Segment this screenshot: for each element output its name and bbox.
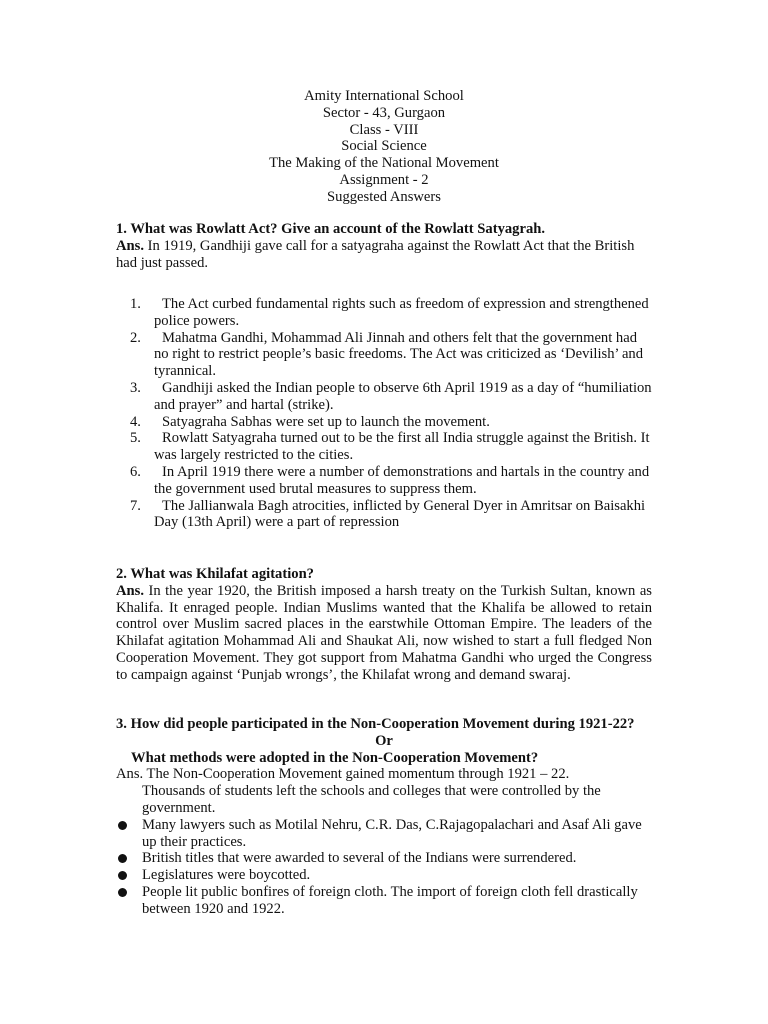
item-text: People lit public bonfires of foreign cloth. The import of foreign cloth fell drastically between 1920 and 1922. — [142, 883, 638, 917]
question-3-section — [116, 716, 652, 918]
class-label: Class - VIII — [349, 121, 419, 138]
assignment-label: Assignment - 2 — [339, 171, 429, 188]
bullet-icon — [118, 854, 127, 863]
item-text: In April 1919 there were a number of demonstrations and hartals in the country and the government used brutal measures to suppress them. — [154, 463, 650, 497]
list-item — [116, 296, 652, 330]
answer-1-text: In 1919, Gandhiji gave call for a satyagraha against the Rowlatt Act that the British had just passed. — [116, 237, 635, 271]
question-1: 1. What was Rowlatt Act? Give an account of the Rowlatt Satyagrah. — [116, 221, 546, 237]
answer-1 — [116, 238, 652, 272]
item-number: 4. — [130, 413, 141, 430]
methods-list — [116, 817, 652, 918]
list-item — [116, 464, 652, 498]
document-header — [0, 88, 768, 206]
school-name: Amity International School — [304, 88, 464, 104]
answer-label: Ans. — [116, 582, 144, 599]
list-item — [116, 430, 652, 464]
item-number: 7. — [130, 497, 141, 514]
rowlatt-points — [116, 296, 652, 531]
answer-2-text: In the year 1920, the British imposed a harsh treaty on the Turkish Sultan, known as Khalifa. It enraged people. Indian Muslims wanted that the Khalifa be allowed to retain control over Muslim sacred places in the earstwhile Ottoman Empire. The leaders of the Khilafat agitation Mohammad Ali and Shaukat Ali, now wished to start a full fledged Non Cooperation Movement. They got support from Mahatma Gandhi who urged the Congress to campaign against ‘Punjab wrongs’, the Khilafat wrong and demand swaraj. — [116, 582, 652, 683]
item-text: Gandhiji asked the Indian people to observe 6th April 1919 as a day of “humiliation and prayer” and hartal (strike). — [154, 379, 652, 413]
list-item — [116, 498, 652, 532]
school-address: Sector - 43, Gurgaon — [322, 104, 446, 121]
item-text: Many lawyers such as Motilal Nehru, C.R. Das, C.Rajagopalachari and Asaf Ali gave up their practices. — [142, 816, 642, 850]
item-text: British titles that were awarded to several of the Indians were surrendered. — [142, 850, 577, 867]
item-text: Rowlatt Satyagraha turned out to be the first all India struggle against the British. It was largely restricted to the cities. — [154, 430, 650, 464]
item-number: 1. — [130, 296, 141, 312]
list-item — [116, 850, 652, 867]
item-text: Mahatma Gandhi, Mohammad Ali Jinnah and others felt that the government had no right to restrict people’s basic freedoms. The Act was criticized as ‘Devilish’ and tyrannical. — [154, 329, 644, 380]
item-text: The Jallianwala Bagh atrocities, inflicted by General Dyer in Amritsar on Baisakhi Day (13th April) were a part of repression — [154, 497, 646, 531]
question-2-section — [116, 566, 652, 684]
answer-2 — [116, 583, 652, 684]
bullet-icon — [118, 888, 127, 897]
question-3: 3. How did people participated in the Non-Cooperation Movement during 1921-22? — [116, 716, 635, 732]
subject-label: Social Science — [341, 138, 427, 155]
answer-3-line: Ans. The Non-Cooperation Movement gained momentum through 1921 – 22. — [116, 766, 570, 783]
bullet-icon — [118, 871, 127, 880]
item-number: 3. — [130, 379, 141, 396]
or-separator: Or — [375, 732, 393, 749]
question-2: 2. What was Khilafat agitation? — [116, 566, 314, 582]
list-item — [116, 817, 652, 851]
item-number: 6. — [130, 463, 141, 480]
list-item — [116, 414, 652, 431]
item-text: Legislatures were boycotted. — [142, 867, 311, 884]
answer-3-paragraph: Thousands of students left the schools and colleges that were controlled by the government. — [142, 783, 601, 816]
question-1-section — [116, 221, 652, 271]
item-number: 2. — [130, 329, 141, 346]
answer-label: Ans. — [116, 237, 144, 254]
list-item — [116, 884, 652, 918]
question-3-alt: What methods were adopted in the Non-Cooperation Movement? — [131, 749, 539, 766]
chapter-title: The Making of the National Movement — [269, 155, 499, 172]
item-text: Satyagraha Sabhas were set up to launch the movement. — [162, 413, 490, 430]
list-item — [116, 330, 652, 380]
list-item — [116, 380, 652, 414]
item-number: 5. — [130, 430, 141, 447]
list-item — [116, 867, 652, 884]
document-subtitle: Suggested Answers — [327, 188, 441, 205]
item-text: The Act curbed fundamental rights such as freedom of expression and strengthened police powers. — [154, 296, 649, 329]
bullet-icon — [118, 821, 127, 830]
